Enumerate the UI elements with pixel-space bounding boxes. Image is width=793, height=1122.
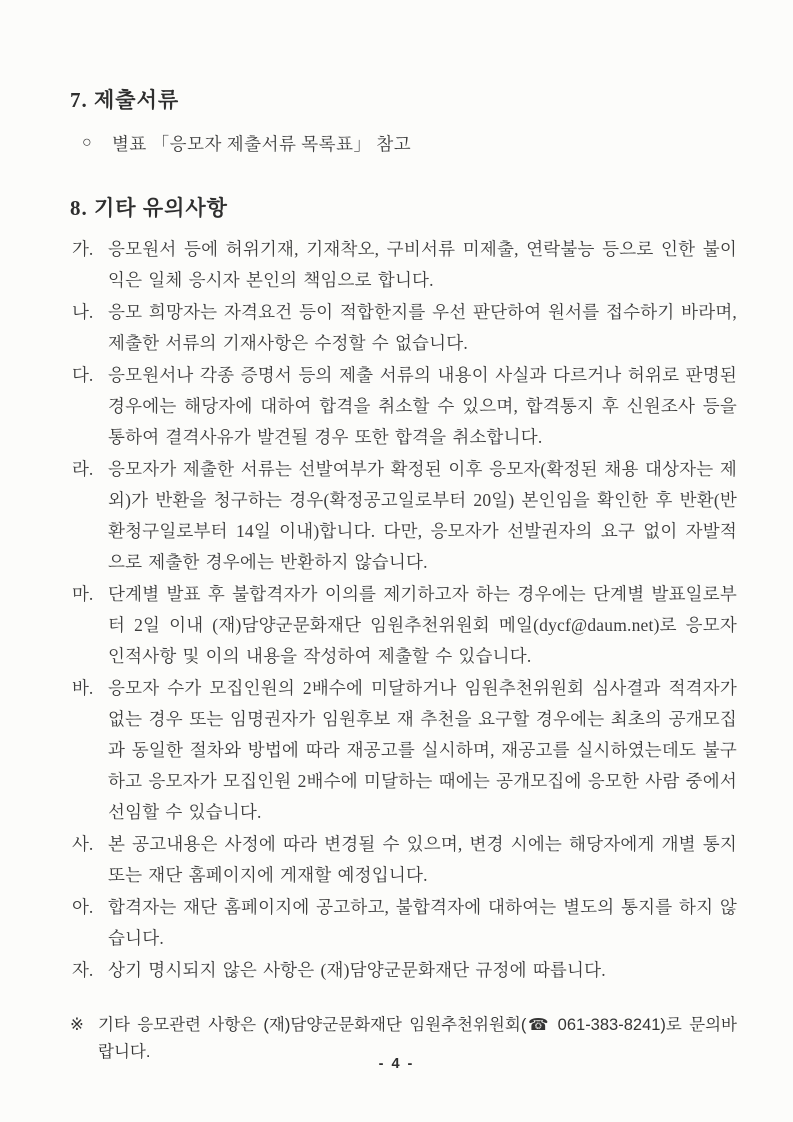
section-other-notes	[70, 192, 737, 986]
note-label: 가.	[72, 239, 94, 259]
note-text: 본 공고내용은 사정에 따라 변경될 수 있으며, 변경 시에는 해당자에게 개별 통지 또는 재단 홈페이지에 게재할 예정입니다.	[108, 834, 737, 885]
note-text: 응모원서 등에 허위기재, 기재착오, 구비서류 미제출, 연락불능 등으로 인한 불이익은 일체 응시자 본인의 책임으로 합니다.	[108, 239, 737, 290]
note-item-ba	[72, 673, 737, 828]
note-item-sa	[72, 829, 737, 891]
note-label: 라.	[72, 459, 94, 479]
note-text: 응모자 수가 모집인원의 2배수에 미달하거나 임원추천위원회 심사결과 적격자가 없는 경우 또는 임명권자가 임원후보 재 추천을 요구할 경우에는 최초의 공개모집과 동일한 절차와 방법에 따라 재공고를 실시하며, 재공고를 실시하였는데도 불구하고 응모자가 모집인원 2배수에 미달하는 때에는 공개모집에 응모한 사람 중에서 선임할 수 있습니다.	[108, 678, 737, 822]
note-item-na	[72, 297, 737, 359]
note-item-ra	[72, 454, 737, 578]
note-text: 단계별 발표 후 불합격자가 이의를 제기하고자 하는 경우에는 단계별 발표일로부터 2일 이내 (재)담양군문화재단 임원추천위원회 메일(dycf@daum.net)로 응모자 인적사항 및 이의 내용을 작성하여 제출할 수 있습니다.	[108, 584, 737, 666]
note-label: 사.	[72, 834, 94, 854]
note-label: 아.	[72, 897, 94, 917]
section-submission-documents	[70, 84, 737, 156]
note-item-da	[72, 360, 737, 453]
note-text: 응모자가 제출한 서류는 선발여부가 확정된 이후 응모자(확정된 채용 대상자는 제외)가 반환을 청구하는 경우(확정공고일로부터 20일) 본인임을 확인한 후 반환(반환청구일로부터 14일 이내)합니다. 다만, 응모자가 선발권자의 요구 없이 자발적으로 제출한 경우에는 반환하지 않습니다.	[108, 459, 737, 572]
page-number: - 4 -	[378, 1056, 415, 1072]
circle-bullet-icon: ○	[82, 134, 93, 151]
note-item-a	[72, 892, 737, 954]
note-item-ja	[72, 955, 737, 986]
notes-list	[70, 234, 737, 986]
note-label: 자.	[72, 960, 94, 980]
note-label: 다.	[72, 365, 94, 385]
note-text: 응모원서나 각종 증명서 등의 제출 서류의 내용이 사실과 다르거나 허위로 판명된 경우에는 해당자에 대하여 합격을 취소할 수 있으며, 합격통지 후 신원조사 등을 통하여 결격사유가 발견될 경우 또한 합격을 취소합니다.	[108, 365, 737, 447]
note-text: 상기 명시되지 않은 사항은 (재)담양군문화재단 규정에 따릅니다.	[108, 960, 606, 980]
section-7-bullet-text: 별표 「응모자 제출서류 목록표」 참고	[112, 134, 412, 154]
section-7-bullet-item	[82, 131, 737, 156]
note-text: 합격자는 재단 홈페이지에 공고하고, 불합격자에 대하여는 별도의 통지를 하지 않습니다.	[108, 897, 737, 948]
note-item-ga	[72, 234, 737, 296]
reference-mark-icon: ※	[70, 1016, 84, 1034]
section-7-title: 7. 제출서류	[70, 88, 180, 112]
note-label: 마.	[72, 584, 94, 604]
note-label: 나.	[72, 302, 94, 322]
contact-footnote-text: 기타 응모관련 사항은 (재)담양군문화재단 임원추천위원회(☎ 061-383-8241)로 문의바랍니다.	[98, 1016, 737, 1061]
note-label: 바.	[72, 678, 94, 698]
section-8-title: 8. 기타 유의사항	[70, 196, 228, 220]
note-text: 응모 희망자는 자격요건 등이 적합한지를 우선 판단하여 원서를 접수하기 바라며, 제출한 서류의 기재사항은 수정할 수 없습니다.	[108, 302, 737, 353]
note-item-ma	[72, 579, 737, 672]
